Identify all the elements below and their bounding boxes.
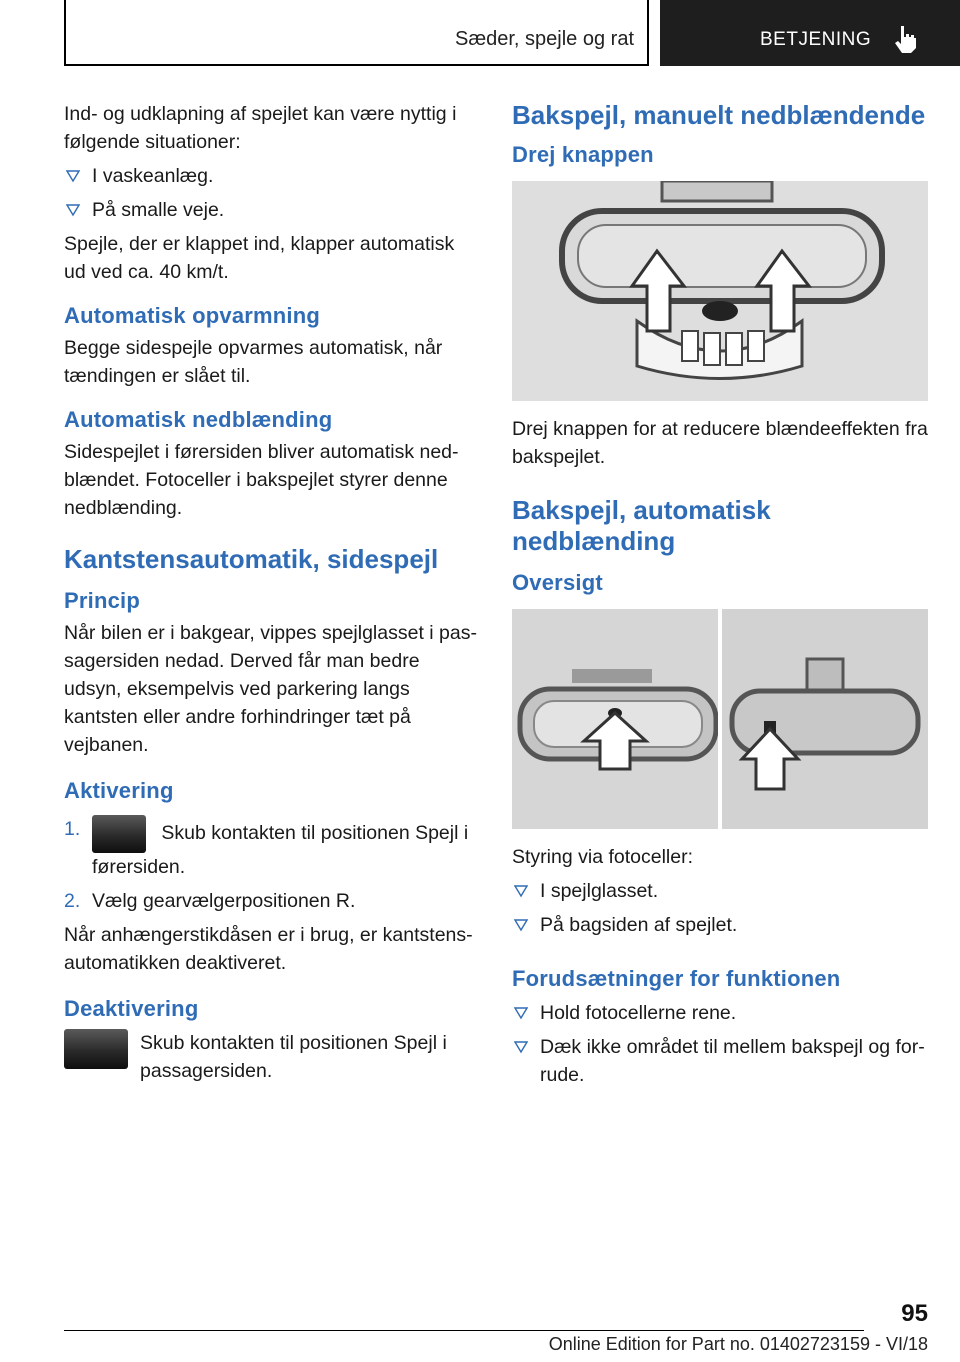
heading-turn-knob: Drej knappen	[512, 142, 654, 167]
deactivation-text: Skub kontakten til positionen Spejl i passagersiden.	[140, 1032, 447, 1082]
step-item	[64, 887, 480, 915]
triangle-bullet-icon	[514, 1006, 528, 1020]
bullet-text: Dæk ikke området til mellem bakspejl og forrude.	[540, 1036, 925, 1086]
heading-deactivation: Deaktivering	[64, 996, 199, 1021]
dimming-text: Sidespejlet i førersiden bliver automatisk nedblændet. Fotoceller i bakspejlet styrer denne nedblænding.	[64, 441, 459, 519]
list-item	[64, 196, 480, 224]
right-column	[512, 100, 928, 1095]
triangle-bullet-icon	[514, 918, 528, 932]
hand-pointer-icon	[892, 24, 918, 54]
principle-text: Når bilen er i bakgear, vippes spejlglasset i passagersiden nedad. Derved får man bedre udsyn, eksempelvis ved parkering langs kantsten eller andre forhindringer tæt på vejbanen.	[64, 622, 477, 756]
trailer-text: Når anhængerstikdåsen er i brug, er kantstensautomatikken deaktiveret.	[64, 924, 473, 974]
triangle-bullet-icon	[66, 203, 80, 217]
deactivation-row	[64, 1029, 480, 1091]
mirror-front-photo	[512, 609, 718, 829]
bullet-text: På bagsiden af spejlet.	[540, 914, 738, 936]
list-item	[512, 877, 928, 905]
step-number: 2.	[64, 890, 81, 912]
auto-fold-text: Spejle, der er klappet ind, klapper automatisk ud ved ca. 40 km/t.	[64, 233, 455, 283]
triangle-bullet-icon	[514, 1040, 528, 1054]
page-number: 95	[901, 1300, 928, 1327]
step-text: Vælg gearvælgerpositionen R.	[92, 890, 356, 912]
heading-dimming: Automatisk nedblænding	[64, 407, 333, 432]
heading-auto-dimming: Bakspejl, automatisk nedblænding	[512, 495, 771, 556]
footer-rule	[64, 1330, 864, 1331]
step-text: Skub kontakten til positionen Spejl i førersiden.	[92, 822, 469, 878]
list-item	[512, 911, 928, 939]
triangle-bullet-icon	[66, 169, 80, 183]
mirror-knob-illustration	[512, 181, 928, 401]
triangle-bullet-icon	[514, 884, 528, 898]
step-item	[64, 815, 480, 881]
photocell-figure	[512, 609, 928, 829]
heading-manual-dimming: Bakspejl, manuelt nedblændende	[512, 100, 926, 130]
mirror-switch-image	[64, 1029, 128, 1069]
bullet-text: Hold fotocellerne rene.	[540, 1002, 737, 1024]
heading-principle: Princip	[64, 588, 140, 613]
heating-text: Begge sidespejle opvarmes automatisk, når tændingen er slået til.	[64, 337, 443, 387]
bullet-text: I spejlglasset.	[540, 880, 659, 902]
bullet-text: I vaskeanlæg.	[92, 165, 214, 187]
section-title: Sæder, spejle og rat	[455, 28, 634, 50]
header-border-right	[647, 0, 649, 66]
intro-text: Ind- og udklapning af spejlet kan være nyttig i følgende situationer:	[64, 103, 457, 153]
mirror-knob-figure	[512, 181, 928, 401]
list-item	[64, 162, 480, 190]
bullet-text: På smalle veje.	[92, 199, 225, 221]
step-number: 1.	[64, 818, 81, 840]
photocell-text: Styring via fotoceller:	[512, 846, 693, 868]
heading-curb-function: Kantstensautomatik, sidespejl	[64, 544, 439, 574]
heading-requirements: Forudsætninger for funktionen	[512, 966, 841, 991]
heading-overview: Oversigt	[512, 570, 603, 595]
header-border-left	[64, 0, 66, 66]
chapter-tab-label: BETJENING	[760, 29, 872, 50]
chapter-tab[interactable]	[660, 0, 960, 66]
turn-knob-text: Drej knappen for at reducere blændeeffekten fra bakspejlet.	[512, 418, 928, 468]
left-column	[64, 100, 480, 1091]
header-rule	[64, 64, 648, 66]
list-item	[512, 1033, 928, 1089]
mirror-back-photo	[722, 609, 928, 829]
heading-heating: Automatisk opvarmning	[64, 303, 321, 328]
list-item	[512, 999, 928, 1027]
edition-text: Online Edition for Part no. 01402723159 - VI/18	[548, 1334, 928, 1354]
mirror-switch-image	[92, 815, 146, 853]
heading-activation: Aktivering	[64, 778, 174, 803]
